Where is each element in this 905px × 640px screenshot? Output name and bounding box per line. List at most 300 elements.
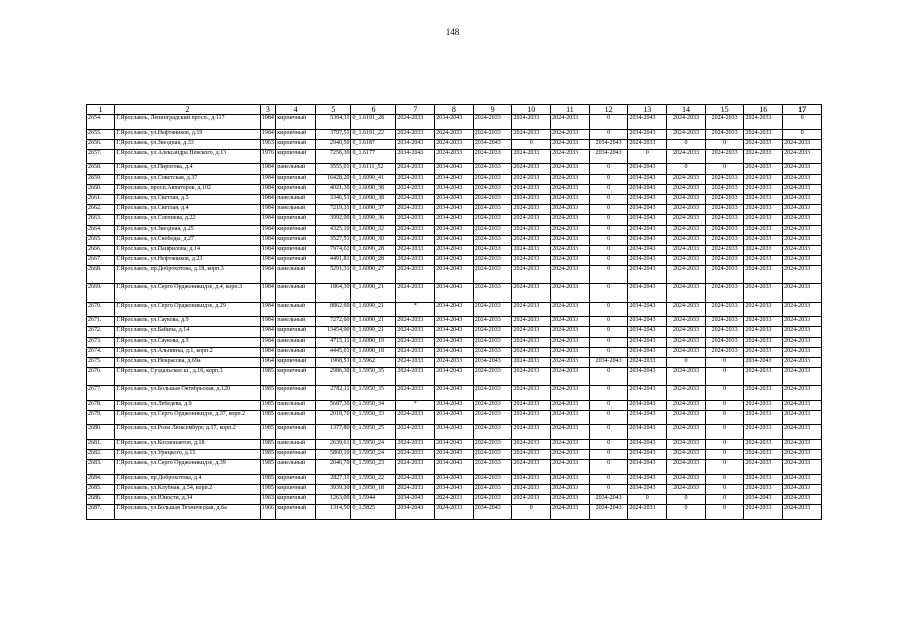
period-cell: 2034-2043 — [435, 115, 474, 130]
period-cell: 2024-2033 — [744, 450, 783, 460]
period-cell: 2024-2033 — [783, 460, 822, 475]
period-cell: 2034-2043 — [396, 505, 435, 520]
period-cell: 2034-2043 — [628, 256, 667, 266]
period-cell: 2024-2033 — [628, 139, 667, 149]
column-header-12: 12 — [589, 105, 628, 115]
period-cell: 2024-2033 — [512, 400, 551, 410]
year-cell: 1984 — [260, 115, 276, 130]
period-cell: 0 — [589, 115, 628, 130]
period-cell: 2024-2033 — [551, 284, 590, 302]
area-cell: 4491,81 — [315, 256, 351, 266]
material-cell: кирпичный — [276, 327, 316, 337]
code-cell: 0_1.5944 — [351, 495, 396, 505]
column-header-4: 4 — [276, 105, 316, 115]
code-cell: 0_1.6090_19 — [351, 337, 396, 347]
period-cell: 2024-2033 — [551, 266, 590, 284]
period-cell: 2024-2033 — [473, 368, 512, 386]
period-cell: 0 — [589, 284, 628, 302]
period-cell: 2034-2043 — [628, 215, 667, 225]
period-cell: 2024-2033 — [396, 347, 435, 357]
address-cell: Г.Ярославль, ул.Звездная, д.33 — [115, 139, 260, 149]
column-header-2: 2 — [115, 105, 260, 115]
year-cell: 1984 — [260, 337, 276, 347]
period-cell: 2024-2033 — [396, 368, 435, 386]
row-number: 2662. — [87, 205, 115, 215]
row-number: 2673. — [87, 337, 115, 347]
period-cell: 2024-2033 — [744, 302, 783, 317]
period-cell: 2034-2043 — [628, 347, 667, 357]
period-cell: 2024-2033 — [744, 215, 783, 225]
material-cell: кирпичный — [276, 235, 316, 245]
period-cell: 2024-2033 — [435, 357, 474, 367]
code-cell: 0_1.6090_38 — [351, 184, 396, 194]
material-cell: панельный — [276, 164, 316, 174]
table-row — [87, 410, 822, 425]
period-cell: 2034-2043 — [396, 149, 435, 164]
header-row — [87, 105, 822, 115]
period-cell: 2034-2043 — [435, 368, 474, 386]
period-cell: 2024-2033 — [744, 194, 783, 204]
material-cell: панельный — [276, 284, 316, 302]
period-cell: 2034-2043 — [435, 400, 474, 410]
period-cell: 2034-2043 — [628, 337, 667, 347]
period-cell: 2024-2033 — [551, 400, 590, 410]
period-cell: 2034-2043 — [628, 439, 667, 449]
period-cell: 2024-2033 — [744, 129, 783, 139]
row-number: 2666. — [87, 245, 115, 255]
period-cell: * — [396, 400, 435, 410]
period-cell: 2024-2033 — [667, 450, 706, 460]
address-cell: Г.Ярославль, ул.Юности, д.34 — [115, 495, 260, 505]
address-cell: Г.Ярославль, ул.Серго Орджоникидзе, д.39 — [115, 460, 260, 475]
period-cell: 2024-2033 — [783, 337, 822, 347]
table-row — [87, 368, 822, 386]
period-cell: 2024-2033 — [551, 327, 590, 337]
period-cell: 2024-2033 — [396, 205, 435, 215]
code-cell: 0_1.6090_28 — [351, 245, 396, 255]
year-cell: 1985 — [260, 460, 276, 475]
period-cell: 2024-2033 — [473, 474, 512, 484]
period-cell: 2024-2033 — [783, 474, 822, 484]
material-cell: панельный — [276, 317, 316, 327]
period-cell: 2024-2033 — [396, 129, 435, 139]
period-cell: 2034-2043 — [435, 215, 474, 225]
year-cell: 1963 — [260, 495, 276, 505]
period-cell: 2024-2033 — [551, 337, 590, 347]
period-cell: 2024-2033 — [396, 317, 435, 327]
period-cell: 2024-2033 — [512, 347, 551, 357]
material-cell: кирпичный — [276, 174, 316, 184]
period-cell: 0 — [705, 164, 744, 174]
year-cell: 1984 — [260, 302, 276, 317]
period-cell: 2034-2043 — [628, 245, 667, 255]
period-cell: 2024-2033 — [512, 474, 551, 484]
table-row — [87, 450, 822, 460]
period-cell: 2024-2033 — [396, 184, 435, 194]
table-row — [87, 184, 822, 194]
code-cell: 0_1.6177 — [351, 149, 396, 164]
period-cell: 0 — [589, 450, 628, 460]
period-cell: 2024-2033 — [783, 368, 822, 386]
row-number: 2669. — [87, 284, 115, 302]
row-number: 2656. — [87, 139, 115, 149]
material-cell: панельный — [276, 460, 316, 475]
period-cell: 0 — [667, 505, 706, 520]
period-cell: 2024-2033 — [551, 386, 590, 401]
year-cell: 1984 — [260, 235, 276, 245]
period-cell: 2024-2033 — [705, 149, 744, 164]
year-cell: 1984 — [260, 327, 276, 337]
row-number: 2672. — [87, 327, 115, 337]
period-cell: 2034-2043 — [435, 474, 474, 484]
address-cell: Г.Ярославль, ул.Саукова, д.3 — [115, 337, 260, 347]
year-cell: 1984 — [260, 245, 276, 255]
period-cell: 2034-2043 — [628, 184, 667, 194]
period-cell: 2024-2033 — [396, 450, 435, 460]
period-cell: 2024-2033 — [512, 225, 551, 235]
period-cell: 2024-2033 — [783, 205, 822, 215]
period-cell: 2024-2033 — [551, 115, 590, 130]
code-cell: 0_1.6111_52 — [351, 164, 396, 174]
address-cell: Г.Ярославль, ул.Бабича, д.14 — [115, 327, 260, 337]
period-cell: 2024-2033 — [744, 205, 783, 215]
address-cell: Г.Ярославль, ул.Нефтяников, д.19 — [115, 129, 260, 139]
column-header-6: 6 — [351, 105, 396, 115]
period-cell: 2024-2033 — [435, 129, 474, 139]
period-cell: 0 — [589, 439, 628, 449]
period-cell: 2024-2033 — [667, 129, 706, 139]
period-cell: 0 — [705, 368, 744, 386]
period-cell: 0 — [705, 139, 744, 149]
period-cell: 2034-2043 — [435, 245, 474, 255]
code-cell: 0_1.6090_32 — [351, 225, 396, 235]
address-cell: Г.Ярославль, ул.Слепнева, д.22 — [115, 215, 260, 225]
period-cell: 0 — [667, 139, 706, 149]
address-cell: Г.Ярославль, ул.Нефтяников, д.23 — [115, 256, 260, 266]
period-cell: 2024-2033 — [705, 194, 744, 204]
area-cell: 4445,61 — [315, 347, 351, 357]
period-cell: 2024-2033 — [744, 327, 783, 337]
period-cell: 2034-2043 — [435, 386, 474, 401]
period-cell: 2024-2033 — [473, 129, 512, 139]
period-cell: 2024-2033 — [551, 164, 590, 174]
area-cell: 16428,20 — [315, 174, 351, 184]
period-cell: 0 — [589, 337, 628, 347]
period-cell: 2024-2033 — [705, 205, 744, 215]
area-cell: 7256,30 — [315, 149, 351, 164]
material-cell: панельный — [276, 400, 316, 410]
period-cell: 2034-2043 — [628, 317, 667, 327]
code-cell: 0_1.5950_22 — [351, 474, 396, 484]
period-cell: 2024-2033 — [705, 184, 744, 194]
period-cell: 2024-2033 — [628, 505, 667, 520]
area-cell: 3992,00 — [315, 215, 351, 225]
period-cell: 2024-2033 — [744, 139, 783, 149]
period-cell: 2034-2043 — [628, 174, 667, 184]
period-cell: 2024-2033 — [551, 256, 590, 266]
period-cell: 2024-2033 — [512, 284, 551, 302]
period-cell: 0 — [589, 184, 628, 194]
area-cell: 13454,90 — [315, 327, 351, 337]
period-cell: 2034-2043 — [744, 357, 783, 367]
period-cell: 2034-2043 — [628, 327, 667, 337]
period-cell: 0 — [589, 245, 628, 255]
year-cell: 1984 — [260, 266, 276, 284]
period-cell: 2024-2033 — [744, 284, 783, 302]
period-cell: 2034-2043 — [435, 317, 474, 327]
code-cell: 0_1.6090_28 — [351, 256, 396, 266]
period-cell: 2024-2033 — [667, 225, 706, 235]
material-cell: кирпичный — [276, 505, 316, 520]
row-number: 2659. — [87, 174, 115, 184]
year-cell: 1984 — [260, 317, 276, 327]
column-header-16: 16 — [744, 105, 783, 115]
year-cell: 1976 — [260, 149, 276, 164]
column-header-9: 9 — [473, 105, 512, 115]
period-cell: 2024-2033 — [512, 245, 551, 255]
material-cell: кирпичный — [276, 357, 316, 367]
period-cell: 2024-2033 — [396, 410, 435, 425]
address-cell: Г.Ярославль, ул.Урицкого, д.15 — [115, 450, 260, 460]
period-cell: 2024-2033 — [705, 347, 744, 357]
table-row — [87, 149, 822, 164]
period-cell: 2024-2033 — [667, 368, 706, 386]
row-number: 2684. — [87, 474, 115, 484]
year-cell: 1984 — [260, 205, 276, 215]
period-cell: 0 — [589, 386, 628, 401]
period-cell: 2024-2033 — [667, 410, 706, 425]
address-cell: Г.Ярославль, ул.Большая Октябрьская, д.120 — [115, 386, 260, 401]
period-cell: 2024-2033 — [435, 149, 474, 164]
period-cell: 2024-2033 — [551, 460, 590, 475]
code-cell: 0_1.6090_21 — [351, 327, 396, 337]
period-cell: 2024-2033 — [667, 235, 706, 245]
code-cell: 0_1.6191_22 — [351, 129, 396, 139]
period-cell: 2024-2033 — [396, 215, 435, 225]
period-cell: 2024-2033 — [473, 317, 512, 327]
address-cell: Г.Ярославль, ул.Советская, д.37 — [115, 174, 260, 184]
period-cell: 2024-2033 — [512, 149, 551, 164]
period-cell: 2024-2033 — [551, 410, 590, 425]
period-cell: 2024-2033 — [744, 505, 783, 520]
period-cell: 2034-2043 — [628, 450, 667, 460]
period-cell: 2024-2033 — [744, 317, 783, 327]
period-cell: 2024-2033 — [744, 337, 783, 347]
period-cell: 2024-2033 — [512, 410, 551, 425]
year-cell: 1964 — [260, 357, 276, 367]
period-cell: 2024-2033 — [512, 425, 551, 440]
year-cell: 1985 — [260, 386, 276, 401]
period-cell: 0 — [589, 485, 628, 495]
row-number: 2680. — [87, 425, 115, 440]
year-cell: 1985 — [260, 439, 276, 449]
address-cell: Г.Ярославль, ул.Светлая, д.4 — [115, 205, 260, 215]
address-cell: Г.Ярославль, ул.Звездная, д.25 — [115, 225, 260, 235]
period-cell: 2024-2033 — [783, 450, 822, 460]
material-cell: кирпичный — [276, 245, 316, 255]
period-cell: 2024-2033 — [667, 337, 706, 347]
material-cell: кирпичный — [276, 139, 316, 149]
period-cell: 2024-2033 — [705, 284, 744, 302]
period-cell: 2024-2033 — [705, 337, 744, 347]
period-cell: 2024-2033 — [473, 256, 512, 266]
period-cell: 2024-2033 — [473, 347, 512, 357]
period-cell: 2024-2033 — [473, 450, 512, 460]
period-cell: 2024-2033 — [783, 317, 822, 327]
period-cell: 2024-2033 — [512, 164, 551, 174]
period-cell: 2024-2033 — [473, 439, 512, 449]
address-cell: Г.Ярославль, ул.Серго Орджоникидзе, д.29 — [115, 302, 260, 317]
code-cell: 0_1.6090_21 — [351, 284, 396, 302]
year-cell: 1984 — [260, 256, 276, 266]
row-number: 2681. — [87, 439, 115, 449]
period-cell: 2034-2043 — [628, 386, 667, 401]
column-header-8: 8 — [435, 105, 474, 115]
period-cell: 2034-2043 — [435, 284, 474, 302]
table-row — [87, 284, 822, 302]
address-cell: Г.Ярославль, пр.Доброхотова, д.18, корп.3 — [115, 266, 260, 284]
period-cell: 0 — [589, 474, 628, 484]
period-cell: 2024-2033 — [551, 425, 590, 440]
period-cell: 2034-2043 — [396, 495, 435, 505]
period-cell: 0 — [589, 164, 628, 174]
period-cell: 2034-2043 — [435, 439, 474, 449]
period-cell: 2024-2033 — [783, 386, 822, 401]
period-cell: 2024-2033 — [551, 245, 590, 255]
period-cell: 2024-2033 — [783, 302, 822, 317]
period-cell: 2024-2033 — [783, 149, 822, 164]
period-cell: 0 — [589, 368, 628, 386]
period-cell: 0 — [705, 425, 744, 440]
period-cell: 2034-2043 — [628, 194, 667, 204]
area-cell: 2827,11 — [315, 474, 351, 484]
page-number: 148 — [445, 27, 460, 37]
period-cell: 2024-2033 — [551, 139, 590, 149]
material-cell: кирпичный — [276, 184, 316, 194]
code-cell: 0_1.5950_35 — [351, 386, 396, 401]
address-cell: Г.Ярославль, ул.Светлая, д.5 — [115, 194, 260, 204]
code-cell: 0_1.6090_36 — [351, 215, 396, 225]
material-cell: панельный — [276, 302, 316, 317]
period-cell: 2034-2043 — [435, 347, 474, 357]
period-cell: 2034-2043 — [435, 425, 474, 440]
row-number: 2676. — [87, 368, 115, 386]
period-cell: 2024-2033 — [551, 205, 590, 215]
period-cell: 2024-2033 — [473, 266, 512, 284]
row-number: 2660. — [87, 184, 115, 194]
code-cell: 0_1.6090_38 — [351, 194, 396, 204]
row-number: 2655. — [87, 129, 115, 139]
period-cell: 2024-2033 — [396, 485, 435, 495]
period-cell: 2024-2033 — [551, 347, 590, 357]
period-cell: 0 — [589, 194, 628, 204]
area-cell: 3346,51 — [315, 194, 351, 204]
period-cell: 2024-2033 — [783, 174, 822, 184]
address-cell: Г.Ярославль, пр.Доброхотова, д.4 — [115, 474, 260, 484]
period-cell: 2024-2033 — [744, 386, 783, 401]
table-row — [87, 317, 822, 327]
period-cell: 2024-2033 — [705, 225, 744, 235]
period-cell: 2034-2043 — [628, 460, 667, 475]
period-cell: 0 — [589, 347, 628, 357]
period-cell: 2034-2043 — [435, 256, 474, 266]
material-cell: панельный — [276, 337, 316, 347]
period-cell: 2024-2033 — [473, 149, 512, 164]
address-cell: Г.Ярославль, ул.Александра Невского, д.13 — [115, 149, 260, 164]
period-cell: 0 — [705, 410, 744, 425]
period-cell: 2024-2033 — [783, 347, 822, 357]
period-cell: 2024-2033 — [473, 184, 512, 194]
material-cell: кирпичный — [276, 129, 316, 139]
period-cell: 2034-2043 — [628, 284, 667, 302]
row-number: 2675. — [87, 357, 115, 367]
period-cell: 2024-2033 — [512, 485, 551, 495]
period-cell: 2034-2043 — [628, 225, 667, 235]
row-number: 2665. — [87, 235, 115, 245]
area-cell: 4715,11 — [315, 337, 351, 347]
period-cell: 0 — [705, 485, 744, 495]
period-cell: 2034-2043 — [628, 410, 667, 425]
area-cell: 4021,30 — [315, 184, 351, 194]
period-cell: 0 — [589, 425, 628, 440]
period-cell: 2024-2033 — [512, 266, 551, 284]
period-cell: 2024-2033 — [744, 149, 783, 164]
period-cell: 2024-2033 — [473, 194, 512, 204]
period-cell: 2034-2043 — [628, 266, 667, 284]
code-cell: 0_1.6090_18 — [351, 347, 396, 357]
material-cell: панельный — [276, 439, 316, 449]
period-cell: 2034-2043 — [473, 357, 512, 367]
period-cell: 2024-2033 — [396, 357, 435, 367]
address-cell: Г.Ярославль, ул.Большая Техническая, д.6а — [115, 505, 260, 520]
period-cell: 2024-2033 — [744, 115, 783, 130]
period-cell: 0 — [667, 164, 706, 174]
period-cell: 2024-2033 — [512, 184, 551, 194]
period-cell: 2024-2033 — [705, 327, 744, 337]
year-cell: 1984 — [260, 184, 276, 194]
period-cell: 2024-2033 — [744, 460, 783, 475]
period-cell: 2024-2033 — [667, 266, 706, 284]
row-number: 2677. — [87, 386, 115, 401]
housing-table — [86, 104, 822, 520]
period-cell: 2034-2043 — [435, 337, 474, 347]
period-cell: 2024-2033 — [705, 129, 744, 139]
period-cell: 2024-2033 — [473, 215, 512, 225]
period-cell: 2024-2033 — [473, 460, 512, 475]
period-cell: 2024-2033 — [512, 115, 551, 130]
area-cell: 3527,51 — [315, 235, 351, 245]
period-cell: 0 — [705, 495, 744, 505]
address-cell: Г.Ярославль, ул.Пирогова, д.4 — [115, 164, 260, 174]
period-cell: 2024-2033 — [396, 284, 435, 302]
period-cell: 2034-2043 — [628, 115, 667, 130]
period-cell: 2024-2033 — [512, 327, 551, 337]
period-cell: 2024-2033 — [744, 368, 783, 386]
period-cell: 2024-2033 — [551, 439, 590, 449]
period-cell: 2034-2043 — [435, 184, 474, 194]
period-cell: 2024-2033 — [744, 256, 783, 266]
material-cell: кирпичный — [276, 115, 316, 130]
period-cell: 2024-2033 — [783, 357, 822, 367]
period-cell: 2024-2033 — [551, 450, 590, 460]
address-cell: Г.Ярославль, ул.Серго Орджоникидзе, д.4, корп.3 — [115, 284, 260, 302]
period-cell: 2024-2033 — [396, 425, 435, 440]
period-cell: 2024-2033 — [473, 327, 512, 337]
code-cell: 0_1.6187 — [351, 139, 396, 149]
period-cell: 2024-2033 — [435, 505, 474, 520]
year-cell: 1985 — [260, 410, 276, 425]
table-row — [87, 357, 822, 367]
